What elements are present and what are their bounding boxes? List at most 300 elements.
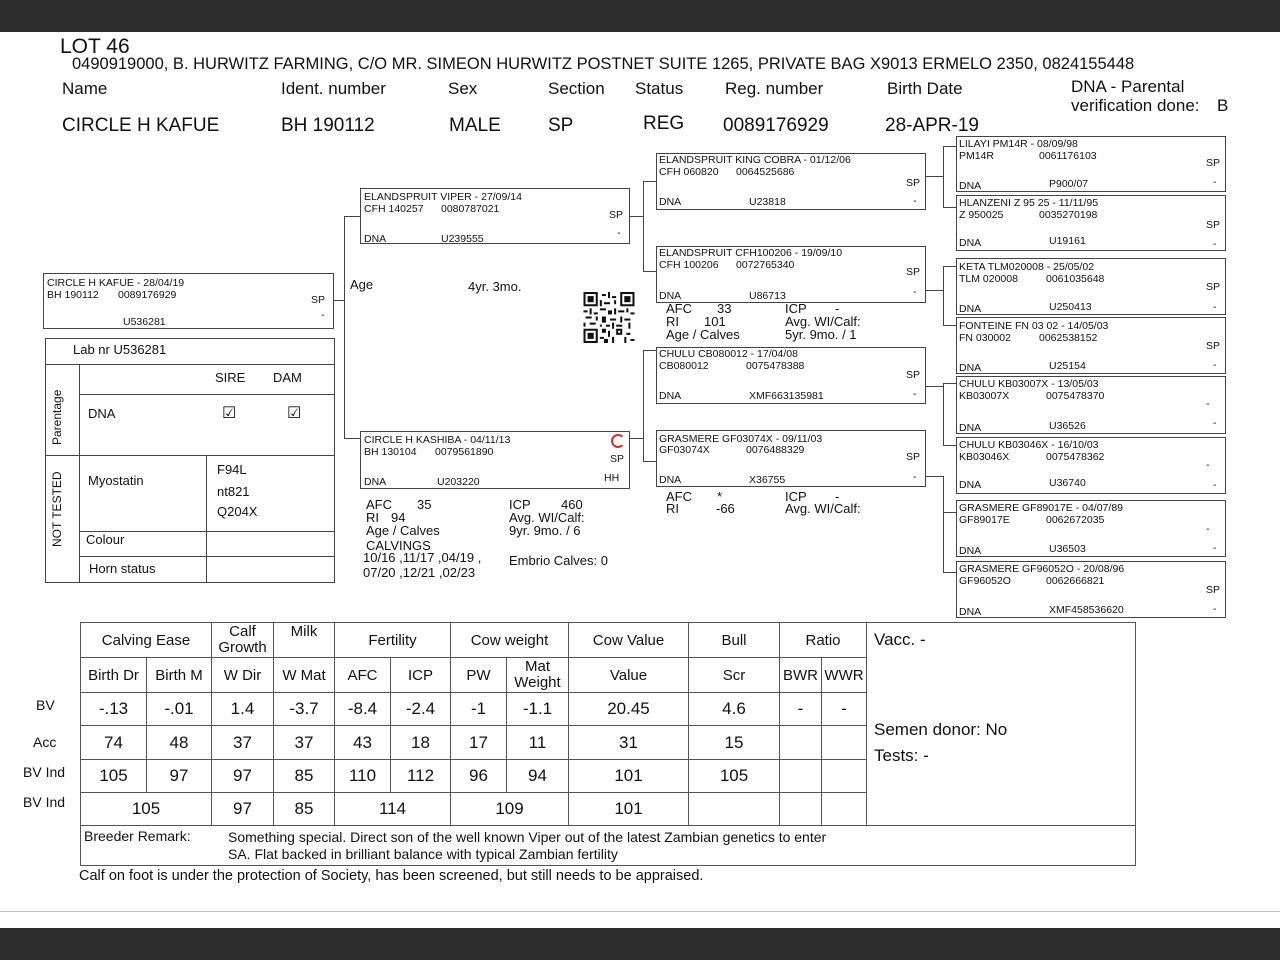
- connector-line: [643, 181, 657, 182]
- sire-dash: -: [617, 227, 621, 239]
- connector-line: [926, 476, 943, 477]
- ggp-dna-code: U250413: [1049, 301, 1092, 313]
- ggp-dna-label: DNA: [959, 479, 982, 491]
- group-calving-ease: Calving Ease: [81, 623, 212, 658]
- acc-cell: 31: [569, 726, 689, 760]
- sire-card: [360, 188, 630, 244]
- connector-line: [943, 325, 956, 326]
- group-bull: Bull: [689, 623, 780, 658]
- ggp-title: HLANZENI Z 95 25 - 11/11/95: [959, 197, 1099, 209]
- ggp-dna-code: U36503: [1049, 543, 1086, 555]
- bv-ind2-cell: 97: [212, 793, 274, 826]
- dam-calvings-1: 10/16 ,11/17 ,04/19 ,: [363, 550, 482, 565]
- connector-dam-parents: [643, 350, 644, 461]
- dam-ri: 94: [391, 510, 406, 525]
- grandparent-card: [656, 246, 926, 303]
- divider: [79, 364, 80, 583]
- ggp-dna-label: DNA: [959, 362, 982, 374]
- ggp-reg: 0062672035: [1046, 514, 1105, 526]
- bv-ind2-cell: 109: [451, 793, 569, 826]
- group-cow-value: Cow Value: [569, 623, 689, 658]
- acc-cell: 17: [451, 726, 507, 760]
- gp2-ri-label: RI: [666, 314, 679, 329]
- dam-id: BH 130104: [364, 446, 417, 458]
- ggp-reg: 0075478370: [1046, 390, 1105, 402]
- acc-cell: 11: [507, 726, 569, 760]
- vacc-text: Vacc. -: [874, 630, 926, 649]
- value-ident: BH 190112: [281, 115, 375, 136]
- bv-cell: 1.4: [212, 693, 274, 726]
- gp2-afc: 33: [717, 301, 732, 316]
- ggp-title: FONTEINE FN 03 02 - 14/05/03: [959, 320, 1109, 332]
- dam-heading: DAM: [273, 370, 302, 385]
- ggp-section: SP: [1206, 584, 1221, 596]
- ggp-dash-2: -: [1213, 479, 1217, 491]
- animal-section: SP: [311, 294, 326, 306]
- dam-reg: 0079561890: [435, 446, 494, 458]
- connector-line: [926, 176, 943, 177]
- ggp-title: LILAYI PM14R - 08/09/98: [959, 138, 1078, 150]
- page-divider: [0, 911, 1280, 912]
- sire-title: ELANDSPRUIT VIPER - 27/09/14: [364, 191, 522, 203]
- bv-cell: -8.4: [335, 693, 391, 726]
- bv-ind-cell: [822, 760, 867, 793]
- bottom-bar: [0, 928, 1280, 960]
- connector-sire-parents: [643, 181, 644, 271]
- label-status: Status: [635, 79, 684, 98]
- bv-cell: -1: [451, 693, 507, 726]
- connector-line: [943, 266, 944, 325]
- gp-section: SP: [906, 451, 921, 463]
- bv-ind2-cell: 105: [81, 793, 212, 826]
- gp-dna-label: DNA: [659, 290, 682, 302]
- subhead: W Mat: [274, 658, 335, 693]
- horn-label: Horn status: [89, 561, 156, 576]
- bv-ind-cell: 101: [569, 760, 689, 793]
- connector-line: [643, 461, 657, 462]
- gp2-age-label: Age / Calves: [666, 327, 740, 342]
- group-calf-growth: Calf Growth: [212, 623, 274, 658]
- ggp-dna-code: XMF458536620: [1049, 604, 1124, 616]
- ggp-dash: -: [1206, 523, 1210, 535]
- ggp-reg: 0061035648: [1046, 273, 1105, 285]
- connector-sire: [344, 216, 360, 217]
- label-section: Section: [548, 79, 605, 98]
- gp-title: ELANDSPRUIT KING COBRA - 01/12/06: [659, 154, 851, 166]
- ggp-dash: -: [1213, 359, 1217, 371]
- lot-number: LOT 46: [60, 35, 130, 58]
- bv-cell: -1.1: [507, 693, 569, 726]
- connector-animal: [334, 300, 344, 301]
- gp-dna-code: U86713: [749, 290, 786, 302]
- age-label: Age: [350, 277, 374, 292]
- animal-title: CIRCLE H KAFUE - 28/04/19: [47, 277, 185, 289]
- bv-cell: 4.6: [689, 693, 780, 726]
- ggp-section: SP: [1206, 340, 1221, 352]
- ggp-dash-2: -: [1213, 417, 1217, 429]
- gp-reg: 0064525686: [736, 166, 795, 178]
- value-section: SP: [548, 115, 574, 136]
- bv-cell: -.01: [147, 693, 212, 726]
- colour-label: Colour: [86, 532, 125, 547]
- dam-calvings-2: 07/20 ,12/21 ,02/23: [363, 565, 476, 580]
- ggp-dna-label: DNA: [959, 180, 982, 192]
- connector-line: [630, 216, 643, 217]
- gp-dash: -: [913, 388, 917, 400]
- value-name: CIRCLE H KAFUE: [62, 115, 220, 136]
- ggp-section: SP: [1206, 219, 1221, 231]
- connector-line: [630, 438, 643, 439]
- gp-title: GRASMERE GF03074X - 09/11/03: [659, 433, 823, 445]
- dam-embrio: Embrio Calves: 0: [509, 553, 608, 568]
- ggp-reg: 0062538152: [1039, 332, 1098, 344]
- ggp-reg: 0035270198: [1039, 209, 1098, 221]
- gp4-ri-label: RI: [666, 501, 679, 516]
- connector-sire-dam: [344, 216, 345, 439]
- connector-line: [943, 266, 956, 267]
- gp2-afc-label: AFC: [666, 301, 692, 316]
- gp4-afc: *: [717, 489, 723, 504]
- connector-line: [943, 512, 956, 513]
- connector-line: [926, 290, 943, 291]
- sire-dna-label: DNA: [364, 233, 387, 245]
- bv-cell: -3.7: [274, 693, 335, 726]
- great-grandparent-card: [956, 136, 1226, 192]
- breeder-remark-label: Breeder Remark:: [84, 828, 191, 844]
- gp-dash: -: [913, 471, 917, 483]
- row-label-acc: Acc: [33, 734, 57, 750]
- gp-section: SP: [906, 369, 921, 381]
- connector-line: [943, 207, 956, 208]
- bv-cell: 20.45: [569, 693, 689, 726]
- dam-check-icon: ☑: [287, 405, 302, 422]
- subhead: PW: [451, 658, 507, 693]
- subhead: Birth M: [147, 658, 212, 693]
- ggp-reg: 0062666821: [1046, 575, 1105, 587]
- ggp-id: KB03007X: [959, 390, 1010, 402]
- owner-line: 0490919000, B. HURWITZ FARMING, C/O MR. SIMEON HURWITZ POSTNET SUITE 1265, PRIVATE BAG X9013 ERMELO 2350, 0824155448: [72, 55, 1135, 73]
- society-logo-icon: [611, 434, 625, 448]
- gp-section: SP: [906, 177, 921, 189]
- acc-cell: 37: [274, 726, 335, 760]
- dam-afc-label: AFC: [366, 497, 392, 512]
- subhead: Scr: [689, 658, 780, 693]
- ggp-id: KB03046X: [959, 451, 1010, 463]
- acc-cell: 15: [689, 726, 780, 760]
- value-birth: 28-APR-19: [885, 115, 979, 136]
- gp-dna-label: DNA: [659, 196, 682, 208]
- connector-line: [943, 476, 944, 572]
- ggp-title: GRASMERE GF89017E - 04/07/89: [959, 502, 1123, 514]
- label-sex: Sex: [448, 79, 478, 98]
- connector-line: [926, 386, 943, 387]
- connector-line: [943, 572, 956, 573]
- parentage-side-label: Parentage: [50, 389, 64, 445]
- ggp-dash: -: [1213, 176, 1217, 188]
- bv-ind-cell: 105: [81, 760, 147, 793]
- ggp-dash: -: [1206, 398, 1210, 410]
- great-grandparent-card: [956, 561, 1226, 618]
- label-dna-2: verification done:: [1071, 96, 1200, 115]
- dam-wi-label: Avg. WI/Calf:: [509, 510, 585, 525]
- bv-ind2-cell: 101: [569, 793, 689, 826]
- gp4-icp-label: ICP: [785, 489, 807, 504]
- connector-line: [943, 445, 956, 446]
- age-value: 4yr. 3mo.: [468, 279, 522, 294]
- connector-line: [943, 146, 956, 147]
- bv-ind-cell: 112: [391, 760, 451, 793]
- animal-dash: -: [321, 309, 325, 321]
- bv-ind-cell: 105: [689, 760, 780, 793]
- bv-cell: -2.4: [391, 693, 451, 726]
- gp-section: SP: [906, 266, 921, 278]
- dam-icp: 460: [561, 497, 583, 512]
- ggp-dash: -: [1213, 301, 1217, 313]
- label-dna: DNA - Parental: [1071, 77, 1185, 96]
- breeder-remark-line-1: Something special. Direct son of the well known Viper out of the latest Zambian genetics to enter: [228, 829, 827, 845]
- bv-ind2-cell: 85: [274, 793, 335, 826]
- gp-dna-code: XMF663135981: [749, 390, 824, 402]
- sire-check-icon: ☑: [222, 405, 237, 422]
- ggp-dash: -: [1213, 603, 1217, 615]
- subhead: ICP: [391, 658, 451, 693]
- great-grandparent-card: [956, 317, 1226, 374]
- subhead: Mat Weight: [507, 658, 569, 693]
- divider: [206, 455, 207, 583]
- ggp-id: FN 030002: [959, 332, 1011, 344]
- dam-section: SP: [610, 453, 625, 465]
- ggp-section: SP: [1206, 281, 1221, 293]
- animal-card: [43, 273, 334, 329]
- bv-ind-cell: 85: [274, 760, 335, 793]
- gp-id: CB080012: [659, 360, 709, 372]
- bv-ind2-cell: 114: [335, 793, 451, 826]
- great-grandparent-card: [956, 258, 1226, 315]
- ggp-id: PM14R: [959, 150, 995, 162]
- not-tested-side-label: NOT TESTED: [50, 471, 64, 547]
- connector-line: [943, 146, 944, 207]
- dam-dna-code: U203220: [437, 476, 480, 488]
- gp2-icp: -: [835, 301, 840, 316]
- row-label-bv-ind: BV Ind: [23, 764, 66, 780]
- ggp-reg: 0061176103: [1039, 150, 1097, 162]
- animal-dna-code: U536281: [123, 316, 166, 328]
- connector-line: [943, 383, 944, 445]
- breeder-remark-row: [81, 826, 1136, 866]
- ggp-dna-code: U25154: [1049, 360, 1086, 372]
- group-milk: Milk: [274, 623, 335, 658]
- gp-dna-label: DNA: [659, 474, 682, 486]
- label-birth: Birth Date: [887, 79, 963, 98]
- value-status: REG: [643, 113, 685, 134]
- ggp-dna-label: DNA: [959, 606, 982, 618]
- ggp-id: GF89017E: [959, 514, 1010, 526]
- dam-ri-label: RI: [366, 510, 379, 525]
- ggp-dna-label: DNA: [959, 303, 982, 315]
- ebv-table: [80, 622, 1136, 866]
- ggp-section: SP: [1206, 157, 1221, 169]
- animal-reg: 0089176929: [118, 289, 177, 301]
- ggp-title: GRASMERE GF96052O - 20/08/96: [959, 563, 1125, 575]
- great-grandparent-card: [956, 437, 1226, 494]
- divider: [79, 394, 335, 395]
- acc-cell: 48: [147, 726, 212, 760]
- gp-dna-code: U23818: [749, 196, 786, 208]
- myostatin-value-2: nt821: [217, 484, 250, 499]
- dam-dna-label: DNA: [364, 476, 387, 488]
- ggp-title: CHULU KB03046X - 16/10/03: [959, 439, 1099, 451]
- ggp-dna-code: P900/07: [1049, 178, 1089, 190]
- acc-cell: 43: [335, 726, 391, 760]
- row-label-bv-ind-2: BV Ind: [23, 794, 66, 810]
- sire-section: SP: [609, 209, 624, 221]
- bv-ind-cell: 96: [451, 760, 507, 793]
- subhead: Birth Dr: [81, 658, 147, 693]
- label-ident: Ident. number: [281, 79, 386, 98]
- acc-cell: [822, 726, 867, 760]
- gp2-age-value: 5yr. 9mo. / 1: [785, 327, 857, 342]
- sire-heading: SIRE: [215, 370, 246, 385]
- ggp-id: GF96052O: [959, 575, 1011, 587]
- gp-dash: -: [913, 286, 917, 298]
- label-reg: Reg. number: [725, 79, 824, 98]
- dam-icp-label: ICP: [509, 497, 531, 512]
- connector-line: [643, 271, 657, 272]
- gp-reg: 0072765340: [736, 259, 795, 271]
- tests-text: Tests: -: [874, 746, 929, 765]
- gp-title: CHULU CB080012 - 17/04/08: [659, 348, 798, 360]
- gp4-icp: -: [835, 489, 840, 504]
- gp-reg: 0076488329: [746, 444, 805, 456]
- dam-afc: 35: [417, 497, 432, 512]
- ggp-dna-code: U19161: [1049, 235, 1086, 247]
- ggp-title: KETA TLM020008 - 25/05/02: [959, 261, 1095, 273]
- lab-number: Lab nr U536281: [73, 342, 167, 357]
- subhead: Value: [569, 658, 689, 693]
- group-ratio: Ratio: [780, 623, 867, 658]
- ggp-title: CHULU KB03007X - 13/05/03: [959, 378, 1099, 390]
- value-reg: 0089176929: [723, 115, 829, 136]
- bv-ind2-cell: [689, 793, 780, 826]
- ggp-dash-2: -: [1213, 542, 1217, 554]
- gp4-ri: -66: [716, 501, 735, 516]
- ggp-dna-label: DNA: [959, 237, 982, 249]
- top-bar: [0, 0, 1280, 32]
- connector-line: [943, 383, 956, 384]
- ggp-dna-code: U36740: [1049, 477, 1086, 489]
- dna-verification-value: B: [1217, 96, 1229, 115]
- gp4-afc-label: AFC: [666, 489, 692, 504]
- dam-age-value: 9yr. 9mo. / 6: [509, 523, 581, 538]
- gp-id: CFH 100206: [659, 259, 719, 271]
- acc-cell: 18: [391, 726, 451, 760]
- sire-id: CFH 140257: [364, 203, 424, 215]
- bv-ind2-cell: [822, 793, 867, 826]
- dam-card: [360, 431, 630, 489]
- dna-row-label: DNA: [88, 406, 116, 421]
- gp-id: GF03074X: [659, 444, 710, 456]
- bv-ind-cell: 94: [507, 760, 569, 793]
- bv-cell: -: [822, 693, 867, 726]
- group-cow-weight: Cow weight: [451, 623, 569, 658]
- gp2-icp-label: ICP: [785, 301, 807, 316]
- grandparent-card: [656, 153, 926, 210]
- gp2-ri: 101: [704, 314, 726, 329]
- gp-id: CFH 060820: [659, 166, 719, 178]
- myostatin-label: Myostatin: [88, 473, 144, 488]
- ggp-dna-label: DNA: [959, 545, 982, 557]
- ggp-id: TLM 020008: [959, 273, 1018, 285]
- divider: [79, 556, 335, 557]
- parentage-panel: [45, 338, 335, 583]
- ggp-id: Z 950025: [959, 209, 1004, 221]
- subhead: W Dir: [212, 658, 274, 693]
- semen-donor: Semen donor: No: [874, 720, 1008, 739]
- bv-ind-cell: 97: [147, 760, 212, 793]
- connector-dam: [344, 438, 360, 439]
- acc-cell: 74: [81, 726, 147, 760]
- gp-dna-label: DNA: [659, 390, 682, 402]
- gp2-wi-label: Avg. WI/Calf:: [785, 314, 861, 329]
- great-grandparent-card: [956, 376, 1226, 434]
- ggp-dash: -: [1206, 459, 1210, 471]
- gp4-wi-label: Avg. WI/Calf:: [785, 501, 861, 516]
- ggp-dash: -: [1213, 238, 1217, 250]
- bv-ind-cell: 110: [335, 760, 391, 793]
- subhead: BWR: [780, 658, 822, 693]
- gp-reg: 0075478388: [746, 360, 805, 372]
- ggp-dna-code: U36526: [1049, 420, 1086, 432]
- bv-ind2-cell: [780, 793, 822, 826]
- sire-dna-code: U239555: [441, 233, 484, 245]
- info-panel: [867, 623, 1136, 826]
- gp-dash: -: [913, 195, 917, 207]
- ggp-dna-label: DNA: [959, 422, 982, 434]
- value-sex: MALE: [449, 115, 501, 136]
- row-label-bv: BV: [36, 697, 55, 713]
- bv-cell: -: [780, 693, 822, 726]
- ggp-reg: 0075478362: [1046, 451, 1105, 463]
- gp-title: ELANDSPRUIT CFH100206 - 19/09/10: [659, 247, 843, 259]
- myostatin-value-1: F94L: [217, 462, 247, 477]
- dam-extra: HH: [604, 472, 620, 484]
- bv-ind-cell: [780, 760, 822, 793]
- gp-dna-code: X36755: [749, 474, 786, 486]
- connector-line: [643, 350, 657, 351]
- dam-calvings-label: CALVINGS: [366, 538, 431, 553]
- acc-cell: [780, 726, 822, 760]
- subhead: WWR: [822, 658, 867, 693]
- bv-cell: -.13: [81, 693, 147, 726]
- animal-id: BH 190112: [47, 289, 99, 301]
- label-name: Name: [62, 79, 108, 98]
- divider: [46, 455, 335, 456]
- qr-code-icon: [582, 292, 636, 343]
- myostatin-value-3: Q204X: [217, 504, 258, 519]
- grandparent-card: [656, 430, 926, 487]
- footer-note: Calf on foot is under the protection of Society, has been screened, but still needs to be appraised.: [79, 868, 704, 884]
- grandparent-card: [656, 347, 926, 404]
- breeder-remark-line-2: SA. Flat backed in brilliant balance with typical Zambian fertility: [228, 846, 618, 862]
- great-grandparent-card: [956, 500, 1226, 557]
- dam-title: CIRCLE H KASHIBA - 04/11/13: [364, 434, 511, 446]
- group-fertility: Fertility: [335, 623, 451, 658]
- bv-ind-cell: 97: [212, 760, 274, 793]
- subhead: AFC: [335, 658, 391, 693]
- dam-age-label: Age / Calves: [366, 523, 440, 538]
- divider: [46, 364, 335, 365]
- acc-cell: 37: [212, 726, 274, 760]
